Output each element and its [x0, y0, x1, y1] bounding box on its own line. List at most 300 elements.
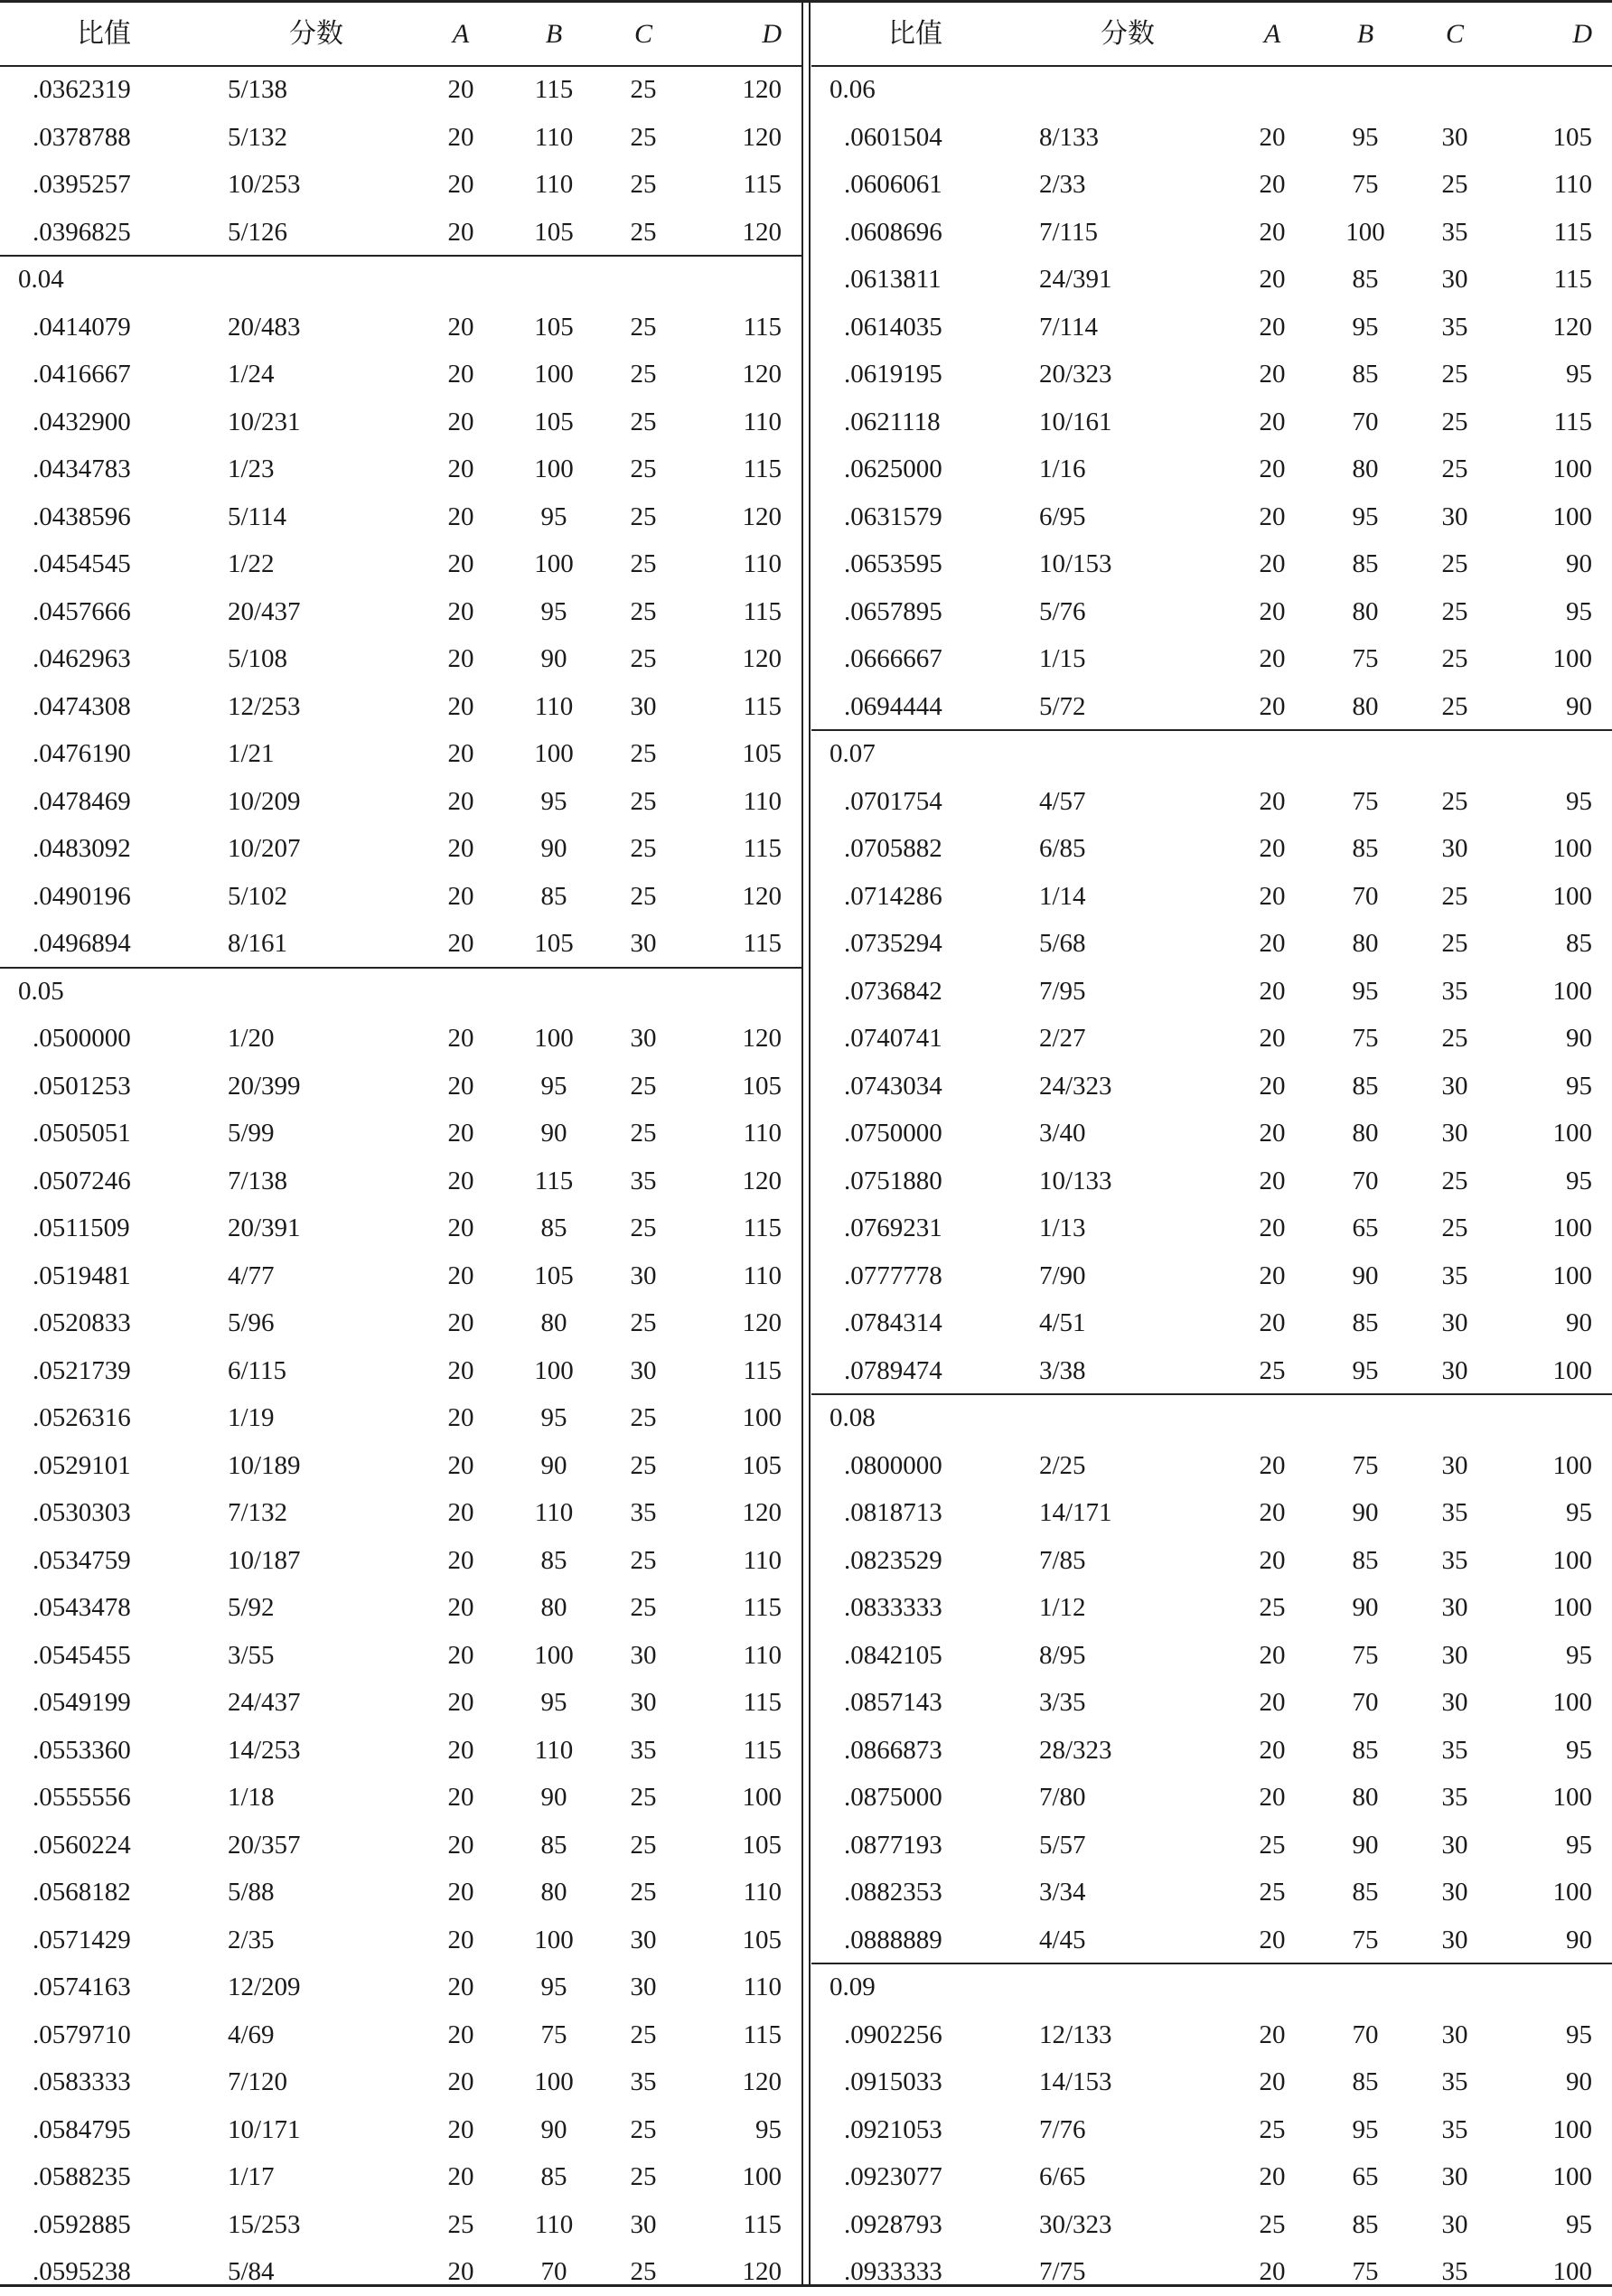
d-cell: 115 — [1553, 407, 1592, 436]
fraction-cell: 1/18 — [228, 1783, 275, 1812]
a-cell: 20 — [447, 2114, 474, 2144]
b-cell: 75 — [1352, 644, 1379, 673]
a-cell: 20 — [447, 1545, 474, 1575]
fraction-cell: 20/357 — [228, 1830, 301, 1860]
d-cell: 120 — [1552, 312, 1592, 342]
c-cell: 25 — [1441, 549, 1468, 578]
group-label: 0.07 — [829, 739, 876, 768]
table-row — [811, 2058, 1612, 2106]
fraction-cell: 7/75 — [1039, 2257, 1086, 2286]
c-cell: 25 — [1441, 786, 1468, 816]
b-cell: 80 — [1352, 929, 1379, 958]
a-cell: 20 — [1259, 407, 1286, 436]
b-cell: 85 — [540, 2162, 567, 2191]
a-cell: 20 — [1259, 1119, 1286, 1148]
d-cell: 115 — [1553, 217, 1592, 247]
d-cell: 115 — [743, 2209, 782, 2239]
header-c: C — [1445, 19, 1464, 49]
b-cell: 95 — [1352, 501, 1379, 531]
ratio-cell: .0478469 — [33, 786, 131, 816]
fraction-cell: 12/253 — [228, 691, 301, 721]
b-cell: 85 — [1352, 549, 1379, 578]
ratio-cell: .0574163 — [33, 1973, 131, 2001]
a-cell: 20 — [1259, 1024, 1286, 1053]
table-row — [811, 873, 1612, 921]
d-cell: 120 — [742, 217, 782, 247]
d-cell: 120 — [742, 122, 782, 152]
c-cell: 25 — [630, 1830, 657, 1860]
table-row — [811, 2201, 1612, 2249]
d-cell: 100 — [1552, 1783, 1592, 1812]
b-cell: 70 — [1352, 2020, 1379, 2049]
b-cell: 90 — [1352, 1830, 1379, 1860]
d-cell: 100 — [1552, 2162, 1592, 2191]
header-b: B — [1356, 19, 1374, 49]
table-row — [811, 1632, 1612, 1680]
c-cell: 25 — [630, 2162, 657, 2191]
fraction-cell: 10/207 — [228, 834, 301, 863]
a-cell: 20 — [447, 501, 474, 531]
c-cell: 35 — [1441, 1735, 1468, 1765]
b-cell: 65 — [1352, 2162, 1379, 2191]
c-cell: 25 — [630, 75, 657, 104]
b-cell: 95 — [1352, 312, 1379, 342]
a-cell: 20 — [447, 1308, 474, 1337]
ratio-cell: .0614035 — [844, 312, 942, 342]
c-cell: 25 — [630, 834, 657, 863]
c-cell: 25 — [630, 644, 657, 673]
d-cell: 90 — [1566, 1925, 1592, 1954]
fraction-cell: 2/35 — [228, 1925, 275, 1954]
a-cell: 20 — [1259, 1166, 1286, 1195]
b-cell: 75 — [1352, 1925, 1379, 1954]
d-cell: 100 — [1552, 1688, 1592, 1717]
c-cell: 30 — [630, 2209, 657, 2239]
header-b: B — [545, 19, 563, 49]
table-row — [811, 1442, 1612, 1490]
column-separator-right — [809, 0, 811, 2287]
c-cell: 25 — [630, 2020, 657, 2049]
ratio-cell: .0560224 — [33, 1830, 131, 1860]
table-row — [0, 1632, 801, 1680]
ratio-cell: .0534759 — [33, 1545, 131, 1575]
fraction-cell: 6/95 — [1039, 501, 1086, 531]
fraction-cell: 20/483 — [228, 312, 301, 342]
d-cell: 85 — [1566, 929, 1592, 958]
a-cell: 20 — [447, 1403, 474, 1432]
table-row — [0, 1584, 801, 1632]
a-cell: 20 — [1259, 501, 1286, 531]
b-cell: 105 — [534, 1260, 574, 1290]
a-cell: 25 — [1259, 2209, 1286, 2239]
ratio-cell: .0549199 — [33, 1688, 131, 1717]
a-cell: 20 — [447, 644, 474, 673]
b-cell: 100 — [534, 549, 574, 578]
ratio-cell: .0653595 — [844, 549, 942, 578]
ratio-cell: .0545455 — [33, 1640, 131, 1670]
fraction-cell: 8/133 — [1039, 122, 1100, 152]
table-row — [811, 635, 1612, 683]
fraction-cell: 4/77 — [228, 1260, 275, 1290]
ratio-cell: .0543478 — [33, 1593, 131, 1622]
table-row — [811, 209, 1612, 257]
table-row — [0, 2153, 801, 2201]
ratio-cell: .0789474 — [844, 1355, 942, 1385]
table-row — [0, 540, 801, 588]
c-cell: 35 — [1441, 976, 1468, 1006]
c-cell: 25 — [630, 596, 657, 626]
fraction-cell: 10/171 — [228, 2114, 301, 2144]
c-cell: 25 — [1441, 1166, 1468, 1195]
c-cell: 35 — [1441, 312, 1468, 342]
header-c: C — [633, 19, 652, 49]
fraction-cell: 20/437 — [228, 596, 301, 626]
a-cell: 20 — [447, 2020, 474, 2049]
fraction-cell: 2/25 — [1039, 1450, 1086, 1480]
a-cell: 20 — [447, 596, 474, 626]
c-cell: 30 — [630, 1024, 657, 1053]
b-cell: 80 — [1352, 691, 1379, 721]
c-cell: 25 — [1441, 455, 1468, 483]
d-cell: 120 — [742, 2257, 782, 2286]
table-row — [0, 351, 801, 398]
c-cell: 25 — [630, 739, 657, 768]
ratio-cell: .0490196 — [33, 881, 131, 911]
b-cell: 85 — [1352, 1545, 1379, 1575]
fraction-cell: 5/72 — [1039, 691, 1086, 721]
table-row — [0, 1916, 801, 1964]
group-row — [0, 256, 801, 304]
a-cell: 20 — [447, 1071, 474, 1101]
b-cell: 95 — [540, 1403, 567, 1432]
a-cell: 20 — [447, 75, 474, 104]
a-cell: 20 — [1259, 596, 1286, 626]
table-row — [811, 1063, 1612, 1111]
b-cell: 75 — [1352, 170, 1379, 199]
a-cell: 20 — [447, 691, 474, 721]
a-cell: 25 — [447, 2209, 474, 2239]
c-cell: 25 — [630, 2114, 657, 2144]
table-row — [811, 398, 1612, 446]
d-cell: 120 — [742, 360, 782, 389]
c-cell: 30 — [1441, 1119, 1468, 1148]
b-cell: 80 — [1352, 455, 1379, 483]
table-row — [0, 304, 801, 351]
a-cell: 20 — [447, 2067, 474, 2096]
b-cell: 75 — [1352, 1640, 1379, 1670]
table-row — [0, 66, 801, 114]
right-header-row — [811, 3, 1612, 66]
ratio-cell: .0601504 — [844, 122, 942, 152]
ratio-cell: .0362319 — [33, 75, 131, 104]
a-cell: 25 — [1259, 1830, 1286, 1860]
header-fraction: 分数 — [1101, 18, 1155, 50]
table-row — [0, 2058, 801, 2106]
c-cell: 30 — [1441, 1450, 1468, 1480]
ratio-cell: .0462963 — [33, 644, 131, 673]
ratio-cell: .0701754 — [844, 786, 942, 816]
group-label: 0.05 — [18, 976, 64, 1006]
ratio-cell: .0507246 — [33, 1166, 131, 1195]
a-cell: 20 — [447, 881, 474, 911]
table-row — [0, 1015, 801, 1063]
ratio-cell: .0521739 — [33, 1355, 131, 1385]
table-row — [811, 1204, 1612, 1252]
b-cell: 95 — [540, 501, 567, 531]
b-cell: 85 — [1352, 2209, 1379, 2239]
ratio-cell: .0483092 — [33, 834, 131, 863]
c-cell: 35 — [1441, 217, 1468, 247]
d-cell: 95 — [1566, 2020, 1592, 2049]
fraction-cell: 3/34 — [1039, 1878, 1086, 1907]
a-cell: 20 — [1259, 1640, 1286, 1670]
a-cell: 20 — [447, 929, 474, 958]
header-fraction: 分数 — [289, 18, 343, 50]
header-d: D — [1572, 19, 1592, 49]
table-row — [0, 161, 801, 209]
fraction-cell: 1/15 — [1039, 644, 1086, 673]
ratio-cell: .0800000 — [844, 1450, 942, 1480]
c-cell: 30 — [1441, 2020, 1468, 2049]
a-cell: 20 — [1259, 929, 1286, 958]
b-cell: 95 — [1352, 976, 1379, 1006]
c-cell: 30 — [1441, 1878, 1468, 1907]
d-cell: 115 — [743, 1593, 782, 1622]
b-cell: 115 — [534, 1166, 574, 1195]
c-cell: 25 — [630, 501, 657, 531]
b-cell: 110 — [534, 122, 574, 152]
ratio-cell: .0606061 — [844, 170, 942, 199]
a-cell: 20 — [447, 1214, 474, 1242]
fraction-cell: 5/68 — [1039, 929, 1086, 958]
b-cell: 100 — [534, 1024, 574, 1053]
c-cell: 25 — [630, 217, 657, 247]
ratio-cell: .0496894 — [33, 929, 131, 958]
ratio-cell: .0553360 — [33, 1735, 131, 1765]
table-row — [811, 1916, 1612, 1964]
b-cell: 85 — [1352, 360, 1379, 389]
b-cell: 95 — [540, 1688, 567, 1717]
d-cell: 110 — [743, 549, 782, 578]
d-cell: 100 — [742, 1783, 782, 1812]
ratio-cell: .0505051 — [33, 1119, 131, 1148]
c-cell: 25 — [1441, 644, 1468, 673]
c-cell: 25 — [630, 455, 657, 483]
table-row — [0, 683, 801, 731]
b-cell: 95 — [540, 786, 567, 816]
d-cell: 110 — [1553, 170, 1592, 199]
b-cell: 85 — [1352, 1308, 1379, 1337]
left-header-row — [0, 3, 801, 66]
table-row — [0, 730, 801, 778]
c-cell: 25 — [1441, 170, 1468, 199]
fraction-cell: 30/323 — [1039, 2209, 1112, 2239]
table-row — [811, 1679, 1612, 1727]
ratio-cell: .0474308 — [33, 691, 131, 721]
ratio-cell: .0750000 — [844, 1119, 942, 1148]
table-row — [0, 1299, 801, 1347]
d-cell: 120 — [742, 1308, 782, 1337]
b-cell: 80 — [540, 1878, 567, 1907]
b-cell: 100 — [534, 2067, 574, 2096]
a-cell: 20 — [1259, 786, 1286, 816]
fraction-cell: 10/133 — [1039, 1166, 1112, 1195]
ratio-cell: .0866873 — [844, 1735, 942, 1765]
d-cell: 110 — [743, 1878, 782, 1907]
c-cell: 25 — [630, 1593, 657, 1622]
fraction-cell: 1/22 — [228, 549, 275, 578]
fraction-cell: 5/108 — [228, 644, 288, 673]
b-cell: 90 — [540, 2114, 567, 2144]
b-cell: 110 — [534, 170, 574, 199]
fraction-cell: 14/171 — [1039, 1498, 1112, 1527]
fraction-cell: 1/23 — [228, 455, 275, 483]
b-cell: 90 — [540, 1450, 567, 1480]
c-cell: 30 — [1441, 1640, 1468, 1670]
b-cell: 110 — [534, 2209, 574, 2239]
d-cell: 110 — [743, 786, 782, 816]
group-label: 0.09 — [829, 1973, 876, 2001]
a-cell: 20 — [1259, 834, 1286, 863]
table-row — [811, 2248, 1612, 2296]
ratio-cell: .0568182 — [33, 1878, 131, 1907]
table-row — [811, 1869, 1612, 1916]
c-cell: 25 — [1441, 596, 1468, 626]
fraction-cell: 7/80 — [1039, 1783, 1086, 1812]
ratio-cell: .0520833 — [33, 1308, 131, 1337]
table-row — [0, 588, 801, 636]
c-cell: 25 — [630, 1071, 657, 1101]
table-row — [811, 1252, 1612, 1300]
b-cell: 85 — [540, 1830, 567, 1860]
b-cell: 110 — [534, 691, 574, 721]
header-a: A — [1263, 19, 1281, 49]
ratio-cell: .0571429 — [33, 1925, 131, 1954]
d-cell: 100 — [1552, 1450, 1592, 1480]
b-cell: 75 — [1352, 1024, 1379, 1053]
table-row — [811, 1157, 1612, 1205]
table-row — [0, 1442, 801, 1490]
d-cell: 95 — [755, 2114, 782, 2144]
c-cell: 30 — [630, 1260, 657, 1290]
a-cell: 20 — [1259, 1214, 1286, 1242]
ratio-cell: .0833333 — [844, 1593, 942, 1622]
d-cell: 115 — [1553, 265, 1592, 294]
fraction-cell: 20/399 — [228, 1071, 301, 1101]
d-cell: 120 — [742, 1166, 782, 1195]
c-cell: 25 — [630, 312, 657, 342]
ratio-cell: .0735294 — [844, 929, 942, 958]
table-row — [811, 2011, 1612, 2059]
fraction-cell: 20/323 — [1039, 360, 1112, 389]
b-cell: 110 — [534, 1498, 574, 1527]
d-cell: 95 — [1566, 2209, 1592, 2239]
b-cell: 80 — [540, 1308, 567, 1337]
table-row — [811, 588, 1612, 636]
table-row — [811, 1110, 1612, 1157]
fraction-cell: 1/14 — [1039, 881, 1086, 911]
c-cell: 35 — [630, 2067, 657, 2096]
a-cell: 20 — [1259, 265, 1286, 294]
b-cell: 100 — [1345, 217, 1385, 247]
fraction-cell: 20/391 — [228, 1214, 301, 1242]
c-cell: 35 — [1441, 1783, 1468, 1812]
c-cell: 30 — [1441, 1688, 1468, 1717]
fraction-cell: 3/35 — [1039, 1688, 1086, 1717]
c-cell: 25 — [630, 170, 657, 199]
fraction-cell: 24/437 — [228, 1688, 301, 1717]
a-cell: 20 — [1259, 455, 1286, 483]
b-cell: 100 — [534, 1355, 574, 1385]
ratio-cell: .0619195 — [844, 360, 942, 389]
table-row — [0, 1252, 801, 1300]
a-cell: 20 — [1259, 1783, 1286, 1812]
group-row — [0, 968, 801, 1016]
c-cell: 25 — [630, 122, 657, 152]
table-row — [811, 968, 1612, 1016]
ratio-cell: .0625000 — [844, 455, 942, 483]
c-cell: 30 — [630, 691, 657, 721]
c-cell: 25 — [1441, 929, 1468, 958]
fraction-cell: 1/19 — [228, 1403, 275, 1432]
b-cell: 70 — [1352, 407, 1379, 436]
table-row — [0, 1963, 801, 2011]
b-cell: 100 — [534, 360, 574, 389]
a-cell: 20 — [447, 170, 474, 199]
fraction-cell: 5/102 — [228, 881, 288, 911]
ratio-cell: .0613811 — [844, 265, 942, 294]
b-cell: 65 — [1352, 1214, 1379, 1242]
a-cell: 20 — [447, 834, 474, 863]
ratio-cell: .0923077 — [844, 2162, 942, 2191]
b-cell: 90 — [540, 1783, 567, 1812]
d-cell: 100 — [1552, 2114, 1592, 2144]
d-cell: 90 — [1566, 691, 1592, 721]
a-cell: 20 — [447, 2162, 474, 2191]
fraction-cell: 7/85 — [1039, 1545, 1086, 1575]
header-ratio: 比值 — [888, 18, 942, 50]
fraction-cell: 10/253 — [228, 170, 301, 199]
d-cell: 100 — [1552, 1214, 1592, 1242]
b-cell: 85 — [540, 881, 567, 911]
table-row — [811, 1347, 1612, 1395]
fraction-cell: 10/209 — [228, 786, 301, 816]
d-cell: 120 — [742, 644, 782, 673]
ratio-cell: .0608696 — [844, 217, 942, 247]
b-cell: 100 — [534, 739, 574, 768]
a-cell: 20 — [447, 1878, 474, 1907]
c-cell: 30 — [630, 1925, 657, 1954]
b-cell: 95 — [1352, 2114, 1379, 2144]
fraction-cell: 5/138 — [228, 75, 288, 104]
ratio-cell: .0631579 — [844, 501, 942, 531]
table-row — [811, 161, 1612, 209]
fraction-cell: 7/132 — [228, 1498, 288, 1527]
b-cell: 95 — [1352, 122, 1379, 152]
c-cell: 35 — [1441, 2067, 1468, 2096]
table-row — [811, 1822, 1612, 1870]
table-row — [811, 540, 1612, 588]
c-cell: 30 — [630, 1355, 657, 1385]
d-cell: 95 — [1566, 596, 1592, 626]
ratio-cell: .0751880 — [844, 1166, 942, 1195]
fraction-cell: 1/16 — [1039, 455, 1086, 483]
a-cell: 20 — [447, 407, 474, 436]
b-cell: 85 — [540, 1545, 567, 1575]
b-cell: 90 — [1352, 1498, 1379, 1527]
fraction-cell: 5/99 — [228, 1119, 275, 1148]
table-row — [811, 256, 1612, 304]
